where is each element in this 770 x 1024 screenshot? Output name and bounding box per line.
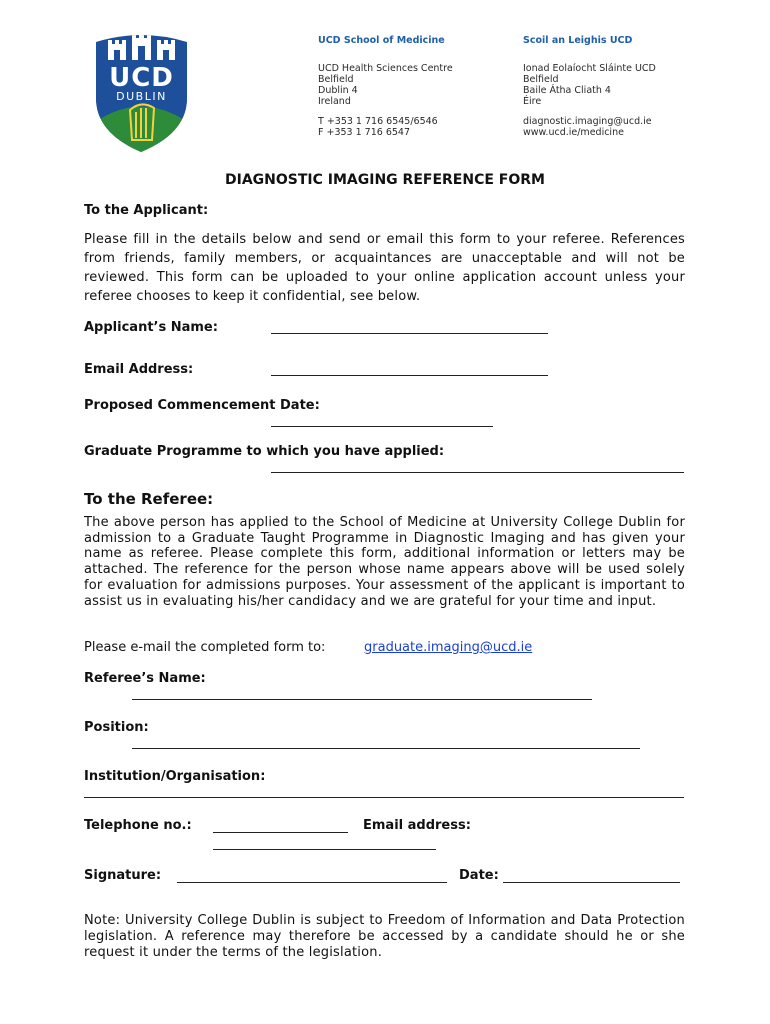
address-line: Belfield <box>318 74 354 85</box>
applicant-intro: Please fill in the details below and send or email this form to your referee. References from friends, family members, or acquaintances are unacceptable and will not be reviewed. This form can be uploaded to your online application account unless your referee chooses to keep it confidential, see below. <box>84 232 685 304</box>
fax-number: F +353 1 716 6547 <box>318 127 410 138</box>
header-school-title: UCD School of Medicine <box>318 35 445 46</box>
commencement-date-label: Proposed Commencement Date: <box>84 398 320 413</box>
address-line: Ionad Eolaíocht Sláinte UCD <box>523 63 656 74</box>
contact-email[interactable]: diagnostic.imaging@ucd.ie <box>523 116 652 127</box>
header-contact-ga <box>523 116 652 138</box>
referee-intro: The above person has applied to the School of Medicine at University College Dublin for admission to a Graduate Taught Programme in Diagnostic Imaging and has given your name as referee. Please complete this form, additional information or letters may be attached. The reference for the person whose name appears above will be used solely for evaluation for admissions purposes. Your assessment of the applicant is important to assist us in evaluating his/her candidacy and we are grateful for your time and input. <box>84 515 685 609</box>
referee-email-label: Email address: <box>363 818 471 833</box>
form-title: DIAGNOSTIC IMAGING REFERENCE FORM <box>225 172 545 188</box>
legal-note: Note: University College Dublin is subject to Freedom of Information and Data Protection legislation. A reference may therefore be accessed by a candidate should he or she request it under the terms of the legislation. <box>84 913 685 960</box>
date-field[interactable] <box>503 882 680 883</box>
address-line: Belfield <box>523 74 559 85</box>
programme-field[interactable] <box>271 472 684 473</box>
applicant-name-label: Applicant’s Name: <box>84 320 218 335</box>
applicant-name-field[interactable] <box>271 333 548 334</box>
signature-field[interactable] <box>177 882 447 883</box>
logo-text-dublin: DUBLIN <box>116 90 167 103</box>
header-contact-en <box>318 116 438 138</box>
phone-number: T +353 1 716 6545/6546 <box>318 116 438 127</box>
ucd-logo <box>94 28 189 153</box>
address-line: UCD Health Sciences Centre <box>318 63 453 74</box>
address-line: Dublin 4 <box>318 85 358 96</box>
header-school-title-irish: Scoil an Leighis UCD <box>523 35 633 46</box>
referee-name-field[interactable] <box>132 699 592 700</box>
address-line: Ireland <box>318 96 351 107</box>
date-label: Date: <box>459 868 499 883</box>
contact-website[interactable]: www.ucd.ie/medicine <box>523 127 624 138</box>
commencement-date-field[interactable] <box>271 426 493 427</box>
telephone-label: Telephone no.: <box>84 818 192 833</box>
position-label: Position: <box>84 720 149 735</box>
referee-heading: To the Referee: <box>84 490 214 508</box>
signature-label: Signature: <box>84 868 162 883</box>
institution-label: Institution/Organisation: <box>84 769 266 784</box>
address-line: Éire <box>523 96 542 107</box>
header-address-ga <box>523 63 656 107</box>
logo-text-ucd: UCD <box>109 63 174 93</box>
referee-name-label: Referee’s Name: <box>84 671 206 686</box>
referee-email-field[interactable] <box>213 849 436 850</box>
applicant-heading: To the Applicant: <box>84 203 209 218</box>
submission-email-link[interactable]: graduate.imaging@ucd.ie <box>364 640 533 655</box>
position-field[interactable] <box>132 748 640 749</box>
telephone-field[interactable] <box>213 832 348 833</box>
header-address-en <box>318 63 453 107</box>
address-line: Baile Átha Cliath 4 <box>523 85 611 96</box>
programme-label: Graduate Programme to which you have applied: <box>84 444 445 459</box>
applicant-email-field[interactable] <box>271 375 548 376</box>
institution-field[interactable] <box>84 797 684 798</box>
applicant-email-label: Email Address: <box>84 362 194 377</box>
email-prompt: Please e-mail the completed form to: <box>84 640 326 655</box>
